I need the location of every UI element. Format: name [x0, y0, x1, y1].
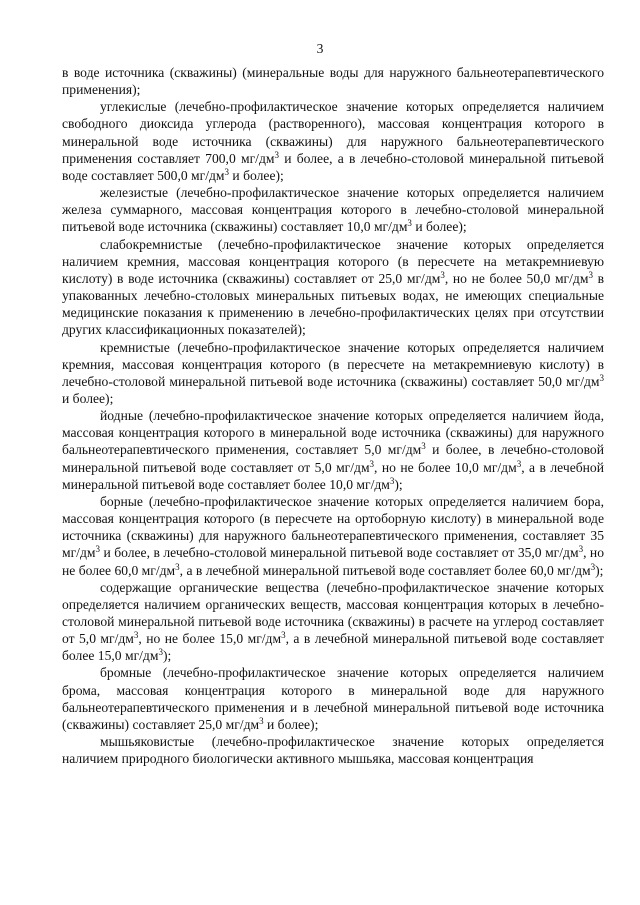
paragraph-low-silicon: слабокремнистые (лечебно-профилактическое значение которых определяется наличием кремния, массовая концентрация которого (в пересчете на метакремниевую кислоту) в воде источника (скважины) составляет от 25,0 $мг/дм^3$, но не более 50,0 $мг/дм^3$ в упакованных лечебно-столовых минеральных питьевых водах, не имеющих специальные медицинские показания к применению в лечебно-профилактических целях при отсутствии других классификационных показателей);	[62, 236, 604, 338]
paragraph-organic: содержащие органические вещества (лечебно-профилактическое значение которых определяется наличием органических веществ, массовая концентрация которых в лечебно-столовой минеральной питьевой воде источника (скважины) в расчете на углерод составляет от 5,0 $мг/дм^3$, но не более 15,0 $мг/дм^3$, а в лечебной минеральной питьевой воде составляет более 15,0 $мг/дм^3$);	[62, 579, 605, 664]
paragraph-arsenic: мышьяковистые (лечебно-профилактическое значение которых определяется наличием природного биологически активного мышьяка, массовая концентрация	[62, 734, 604, 767]
paragraph-boron: борные (лечебно-профилактическое значение которых определяется наличием бора, массовая концентрация которого (в пересчете на ортоборную кислоту) в минеральной воде источника (скважины) для наружного бальнеотерапевтического применения, составляет 35 $мг/дм^3$ и более, в лечебно-столовой минеральной питьевой воде составляет от 35,0 $мг/дм^3$, но не более 60,0 $мг/дм^3$, а в лечебной минеральной питьевой воде составляет более 60,0 $мг/дм^3$);	[62, 493, 605, 578]
paragraph-silicon: кремнистые (лечебно-профилактическое значение которых определяется наличием кремния, массовая концентрация которого (в пересчете на метакремниевую кислоту) в лечебно-столовой минеральной питьевой воде источника (скважины) составляет 50,0 $мг/дм^3$ и более);	[62, 339, 604, 406]
paragraph-continuation: в воде источника (скважины) (минеральные воды для наружного бальнеотерапевтического применения);	[62, 65, 604, 98]
paragraph-bromine: бромные (лечебно-профилактическое значение которых определяется наличием брома, массовая концентрация которого в минеральной воде для наружного бальнеотерапевтического применения и в лечебной минеральной питьевой воде источника (скважины) составляет 25,0 $мг/дм^3$ и более);	[62, 665, 604, 732]
paragraph-ferrous: железистые (лечебно-профилактическое значение которых определяется наличием железа суммарного, массовая концентрация которого в лечебно-столовой минеральной питьевой воде источника (скважины) составляет 10,0 $мг/дм^3$ и более);	[62, 185, 604, 235]
document-body	[62, 64, 604, 767]
paragraph-carbonic: углекислые (лечебно-профилактическое значение которых определяется наличием свободного диоксида углерода (растворенного), массовая концентрация которого в минеральной воде источника (скважины) для наружного бальнеотерапевтического применения составляет 700,0 $мг/дм^3$ и более, а в лечебно-столовой минеральной питьевой воде составляет 500,0 $мг/дм^3$ и более);	[62, 99, 604, 183]
page-number: 3	[316, 41, 324, 56]
paragraph-iodine: йодные (лечебно-профилактическое значение которых определяется наличием йода, массовая концентрация которого в минеральной воде источника (скважины) для наружного бальнеотерапевтического применения, составляет 5,0 $мг/дм^3$ и более, в лечебно-столовой минеральной питьевой воде составляет от 5,0 $мг/дм^3$, но не более 10,0 $мг/дм^3$, а в лечебной минеральной питьевой воде составляет более 10,0 $мг/дм^3$);	[62, 408, 605, 492]
